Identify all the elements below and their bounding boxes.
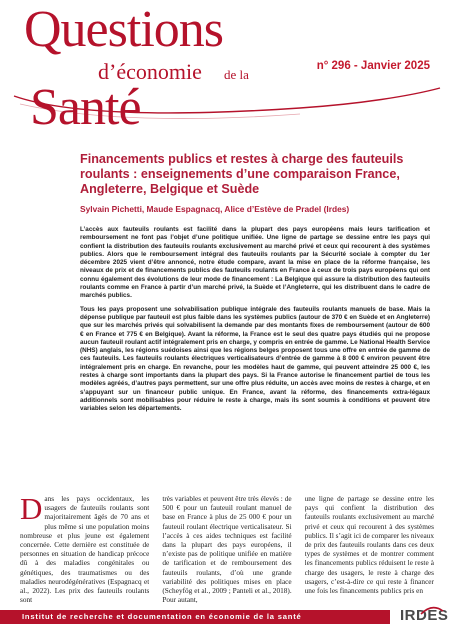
body-column-3: une ligne de partage se dessine entre les pays qui confient la distribution des fauteuils roulants exclusivement au marché privé et ceux qui recourent à des systèmes publics. Il s’agit ici de comparer les niveaux de prix des fauteuils roulants dans ces deux types de systèmes et de montrer comment les financements publics réduisent le reste à charge des usagers, le reste à charge des usagers, c’est-à-dire ce qui reste à financer une fois les financements publics pris en bbox=[304, 494, 434, 596]
abstract-paragraph-2: Tous les pays proposent une solvabilisation publique intégrale des fauteuils roulants manuels de base. Mais la dépense publique par fauteuil est plus faible dans les systèmes publics (autour de 370 € en Suède et en Angleterre) que sur les marchés privés qui solvabilisent la demande par des montants fixes de remboursement (autour de 600 € en France et 775 € en Belgique). Avant la réforme, la France est le seul des quatre pays étudiés qui ne propose aucun fauteuil roulant actif intégralement pris en charge, y compris en entrée de gamme. Le National Health Service (NHS) anglais, les régions suédoises ainsi que les régions belges proposent tous une offre en entrée de gamme de ces fauteuils. Les fauteuils roulants électriques verticalisateurs d’entrée de gamme à 8 000 € environ peuvent être intégralement pris en charge. En revanche, pour les modèles haut de gamme, qui peuvent atteindre 25 000 €, les restes à charge sont importants dans la plupart des pays. Si la France autorise le financement partiel de tous les modèles agréés, d’autres pays permettent, sur une offre plus réduite, un accès avec moins de restes à charge, et en s’appuyant sur un financeur public unique. En France, avant la réforme, des financements extra-légaux additionnels sont mobilisables pour réduire le reste à charge, mais ils sont soumis à conditions et peuvent être variables selon les départements. bbox=[80, 305, 430, 413]
abstract bbox=[80, 226, 430, 414]
article-authors: Sylvain Pichetti, Maude Espagnacq, Alice d’Estève de Pradel (Irdes) bbox=[80, 204, 350, 214]
body-column-1 bbox=[20, 494, 149, 604]
logo-de-la: de la bbox=[224, 67, 249, 82]
masthead bbox=[0, 0, 450, 148]
footer bbox=[0, 604, 450, 632]
logo-sante: Santé bbox=[30, 79, 141, 136]
body-column-2: très variables et peuvent être très élevés : de 500 € pour un fauteuil roulant manuel de base en France à plus de 25 000 € pour un fauteuil roulant électrique verticalisateur. Si l’accès à ces aides techniques est facilité dans la plupart des pays européens, il n’existe pas de politique unifiée en matière de tarification et de remboursement des fauteuils roulants, d’où une grande variabilité des politiques mises en place (Scheyfög et al., 2009 ; Panteli et al., 2018). Pour autant, bbox=[162, 494, 292, 604]
drop-cap: D bbox=[20, 494, 43, 526]
issue-number: n° 296 - Janvier 2025 bbox=[316, 60, 430, 72]
logo-deconomie: d’économie bbox=[98, 59, 202, 84]
abstract-paragraph-1: L’accès aux fauteuils roulants est facilité dans la plupart des pays européens mais leurs tarification et remboursement ne font pas l’objet d’une politique unifiée. Une ligne de partage se dessine entre les pays qui confient la distribution des fauteuils roulants exclusivement au marché privé et ceux qui recourent à des systèmes publics. Alors que le remboursement intégral des fauteuils roulants par la Sécurité sociale à compter du 1er décembre 2025 vient d’être annoncé, notre étude compare, avant la mise en place de la réforme française, les niveaux de prix et de financements publics des fauteuils roulants en France à ceux de trois pays européens qui ont connu également des évolutions de leur mode de financement : La Belgique qui assure la distribution des fauteuils roulants comme en France à partir d’un marché privé, la Suède et l’Angleterre, qui les distribuent dans le cadre de marchés publics. bbox=[80, 226, 430, 300]
irdes-logo: IRDES bbox=[400, 607, 449, 624]
body-column-1-text: ans les pays occidentaux, les usagers de fauteuils roulants sont majoritairement âgés de 70 ans et plus même si une population moins nombreuse et plus jeune est également concernée. Cette dernière est constituée de personnes en situation de handicap précoce dû à des maladies congénitales ou génétiques, des traumatismes ou des maladies neurodégénératives (Espagnacq et al., 2022). Les prix des fauteuils roulants sont bbox=[20, 494, 150, 604]
article-title: Financements publics et restes à charge des fauteuils roulants : enseignements d’une comparaison France, Angleterre, Belgique et Suède bbox=[80, 152, 404, 196]
logo-questions: Questions bbox=[24, 1, 223, 58]
body-columns bbox=[20, 494, 434, 604]
footer-institute-name: Institut de recherche et documentation en économie de la santé bbox=[22, 612, 302, 621]
irdes-logo-arc-icon bbox=[420, 605, 444, 615]
